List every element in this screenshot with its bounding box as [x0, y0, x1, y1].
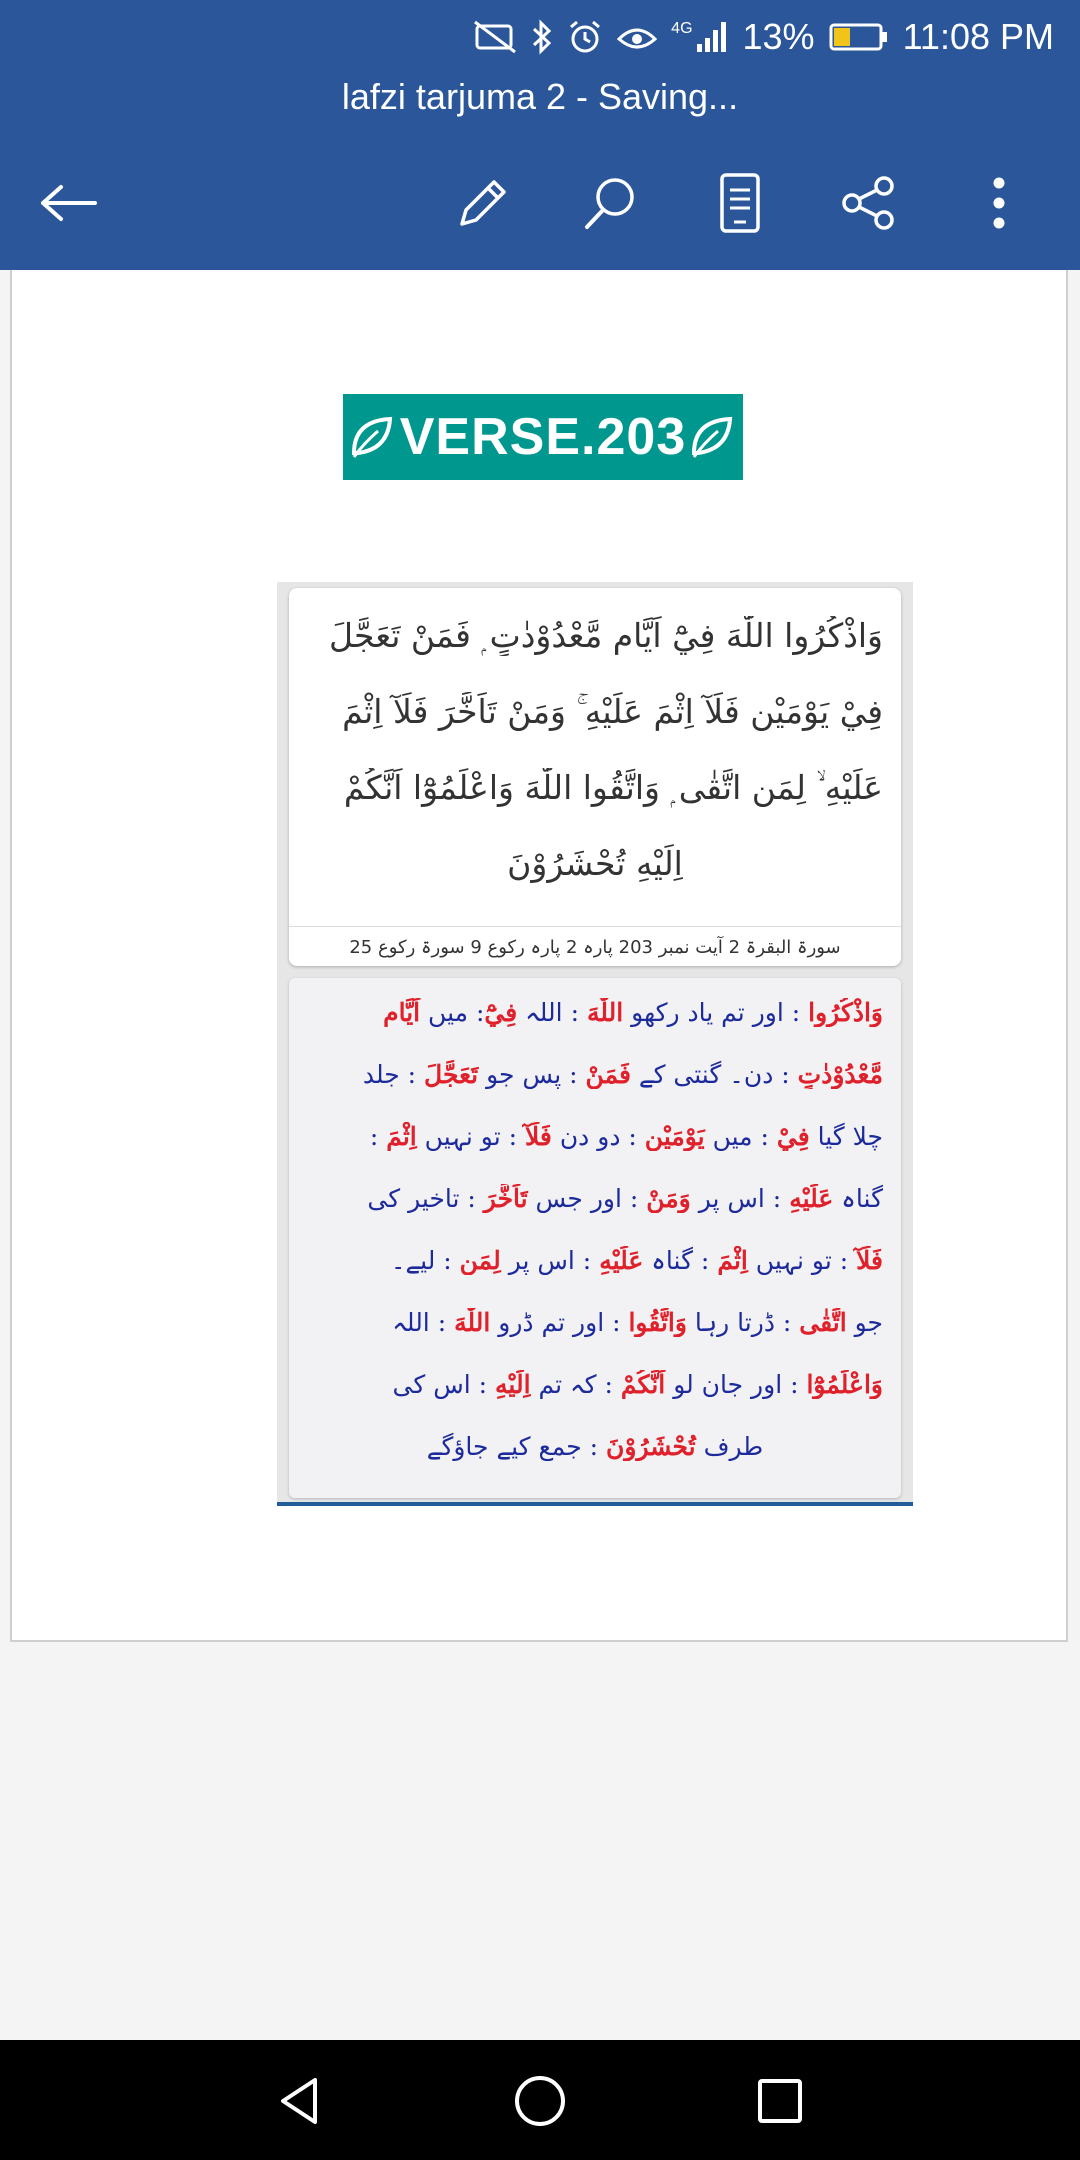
- urdu-meaning: : ڈرتا رہا: [686, 1308, 800, 1337]
- urdu-meaning: : تو نہیں: [416, 1122, 525, 1151]
- urdu-meaning: : جمع کیے جاؤگے: [426, 1432, 607, 1461]
- app-bar: [0, 0, 1080, 270]
- edit-button[interactable]: [440, 160, 526, 246]
- arabic-word: عَلَيْهِ: [789, 1184, 834, 1213]
- arabic-word: فَلَآ: [856, 1246, 883, 1275]
- urdu-meaning: : میں: [704, 1122, 777, 1151]
- urdu-meaning: :: [369, 1122, 387, 1151]
- translation-line: [307, 1060, 883, 1089]
- recents-square-icon: [755, 2076, 805, 2126]
- nav-back-button[interactable]: [255, 2056, 345, 2146]
- reading-view-button[interactable]: [697, 160, 783, 246]
- more-options-button[interactable]: [956, 160, 1042, 246]
- urdu-meaning: : اس کی: [392, 1370, 496, 1399]
- urdu-meaning: : اللہ: [392, 1308, 455, 1337]
- navigation-bar: [0, 2040, 1080, 2160]
- back-triangle-icon: [273, 2074, 327, 2128]
- no-sim-icon: [473, 20, 517, 54]
- arabic-word: وَمَنْ: [646, 1184, 691, 1213]
- translation-line: [307, 1184, 883, 1213]
- arabic-word: اللّٰهَ: [454, 1308, 491, 1337]
- arabic-word: فَمَنْ: [585, 1060, 631, 1089]
- urdu-meaning: : اس پر: [500, 1246, 600, 1275]
- arabic-word: لِمَنِ: [459, 1246, 501, 1275]
- network-type: 4G: [671, 20, 693, 37]
- verse-banner: [343, 394, 743, 480]
- arabic-word: اِلَيْهِ: [495, 1370, 531, 1399]
- word-translation-box: [289, 978, 901, 1498]
- translation-line: [307, 1370, 883, 1399]
- urdu-meaning: : اللہ: [517, 998, 587, 1027]
- urdu-meaning: : اور تم ڈرو: [490, 1308, 629, 1337]
- arabic-word: اتَّقٰى: [799, 1308, 847, 1337]
- battery-percent: 13%: [742, 16, 815, 57]
- nav-home-button[interactable]: [495, 2056, 585, 2146]
- arabic-word: عَلَيْهِ: [599, 1246, 644, 1275]
- translation-line: [307, 1246, 883, 1275]
- urdu-meaning: : کہ تم: [530, 1370, 621, 1399]
- urdu-meaning: : دن۔ گنتی کے: [630, 1060, 798, 1089]
- clock: 11:08 PM: [902, 16, 1054, 57]
- search-button[interactable]: [568, 160, 654, 246]
- translation-line: [307, 998, 883, 1027]
- arabic-word: مَّعْدُوْدٰتٍ: [797, 1060, 883, 1089]
- urdu-meaning: : تو نہیں: [747, 1246, 857, 1275]
- pencil-icon: [454, 174, 512, 232]
- arabic-word: فِيْٓ: [484, 998, 518, 1027]
- urdu-meaning: گناہ: [833, 1184, 883, 1213]
- signal-icon: [671, 20, 728, 54]
- urdu-meaning: : پس جو: [478, 1060, 586, 1089]
- urdu-meaning: : میں: [420, 998, 485, 1027]
- more-options-icon: [989, 175, 1009, 231]
- verse-reference: سورۃ البقرۃ 2 آیت نمبر 203 پارہ 2 پارہ رکوع 9 سورۃ رکوع 25: [289, 926, 901, 958]
- translation-line: [307, 1122, 883, 1151]
- translation-line: [307, 1308, 883, 1337]
- arabic-word: وَاذْكُرُوا: [808, 998, 883, 1027]
- arabic-word: وَاتَّقُوا: [628, 1308, 687, 1337]
- arabic-word: فَلَآ: [525, 1122, 552, 1151]
- eye-comfort-icon: [617, 21, 657, 53]
- arabic-word: اللّٰهَ: [586, 998, 624, 1027]
- urdu-meaning: چلا گیا: [809, 1122, 883, 1151]
- bluetooth-icon: [531, 19, 553, 55]
- arabic-word: اِثْمَ: [717, 1246, 748, 1275]
- document-title: lafzi tarjuma 2 - Saving...: [341, 76, 739, 117]
- arabic-word: اَنَّكُمْ: [620, 1370, 666, 1399]
- arabic-word: فِيْ: [776, 1122, 810, 1151]
- share-button[interactable]: [826, 160, 912, 246]
- alarm-icon: [567, 19, 603, 55]
- urdu-meaning: : دو دن: [551, 1122, 645, 1151]
- urdu-meaning: : تاخیر کی: [367, 1184, 484, 1213]
- arabic-word: اَيَّامٍ: [383, 998, 421, 1027]
- arabic-line: وَاذْكُرُوا اللّٰهَ فِيْٓ اَيَّامٍ مَّعْدُوْدٰتٍ ۭ فَمَنْ تَعَجَّلَ: [329, 616, 883, 655]
- status-bar: [0, 0, 1080, 72]
- urdu-meaning: : جلد: [362, 1060, 425, 1089]
- arabic-word: وَاعْلَمُوْٓا: [806, 1370, 883, 1399]
- urdu-meaning: جو: [846, 1308, 883, 1337]
- urdu-meaning: : اور جان لو: [665, 1370, 807, 1399]
- urdu-meaning: : لیے۔: [390, 1246, 460, 1275]
- arabic-line: اِلَيْهِ تُحْشَرُوْنَ: [507, 844, 683, 883]
- nav-recents-button[interactable]: [735, 2056, 825, 2146]
- urdu-meaning: : اور جس: [527, 1184, 647, 1213]
- arabic-word: تَاَخَّرَ: [483, 1184, 528, 1213]
- urdu-meaning: : اور تم یاد رکھو: [623, 998, 809, 1027]
- verse-label: VERSE.203: [399, 408, 687, 466]
- back-arrow-icon: [39, 183, 99, 223]
- urdu-meaning: : گناہ: [643, 1246, 718, 1275]
- share-icon: [840, 174, 898, 232]
- toolbar: [0, 160, 1080, 246]
- home-circle-icon: [512, 2073, 568, 2129]
- arabic-word: اِثْمَ: [386, 1122, 417, 1151]
- arabic-line: فِيْ يَوْمَيْنِ فَلَآ اِثْمَ عَلَيْهِ ۚ وَمَنْ تَاَخَّرَ فَلَآ اِثْمَ: [342, 692, 883, 731]
- arabic-word: تُحْشَرُوْنَ: [606, 1432, 696, 1461]
- leaf-icon: [690, 413, 736, 461]
- translation-line: [307, 1432, 883, 1461]
- battery-icon: [829, 22, 889, 52]
- reading-view-icon: [718, 172, 762, 234]
- arabic-verse-box: [289, 588, 901, 966]
- urdu-meaning: : اس پر: [690, 1184, 790, 1213]
- urdu-meaning: طرف: [695, 1432, 764, 1461]
- arabic-line: عَلَيْهِ ۙ لِمَنِ اتَّقٰى ۭ وَاتَّقُوا اللّٰهَ وَاعْلَمُوْٓا اَنَّكُمْ: [343, 768, 883, 807]
- verse-image: [277, 582, 913, 1506]
- arabic-word: تَعَجَّلَ: [424, 1060, 479, 1089]
- leaf-icon: [350, 413, 396, 461]
- arabic-word: يَوْمَيْنِ: [644, 1122, 705, 1151]
- search-icon: [581, 173, 641, 233]
- document-page[interactable]: [10, 270, 1068, 1642]
- back-button[interactable]: [26, 160, 112, 246]
